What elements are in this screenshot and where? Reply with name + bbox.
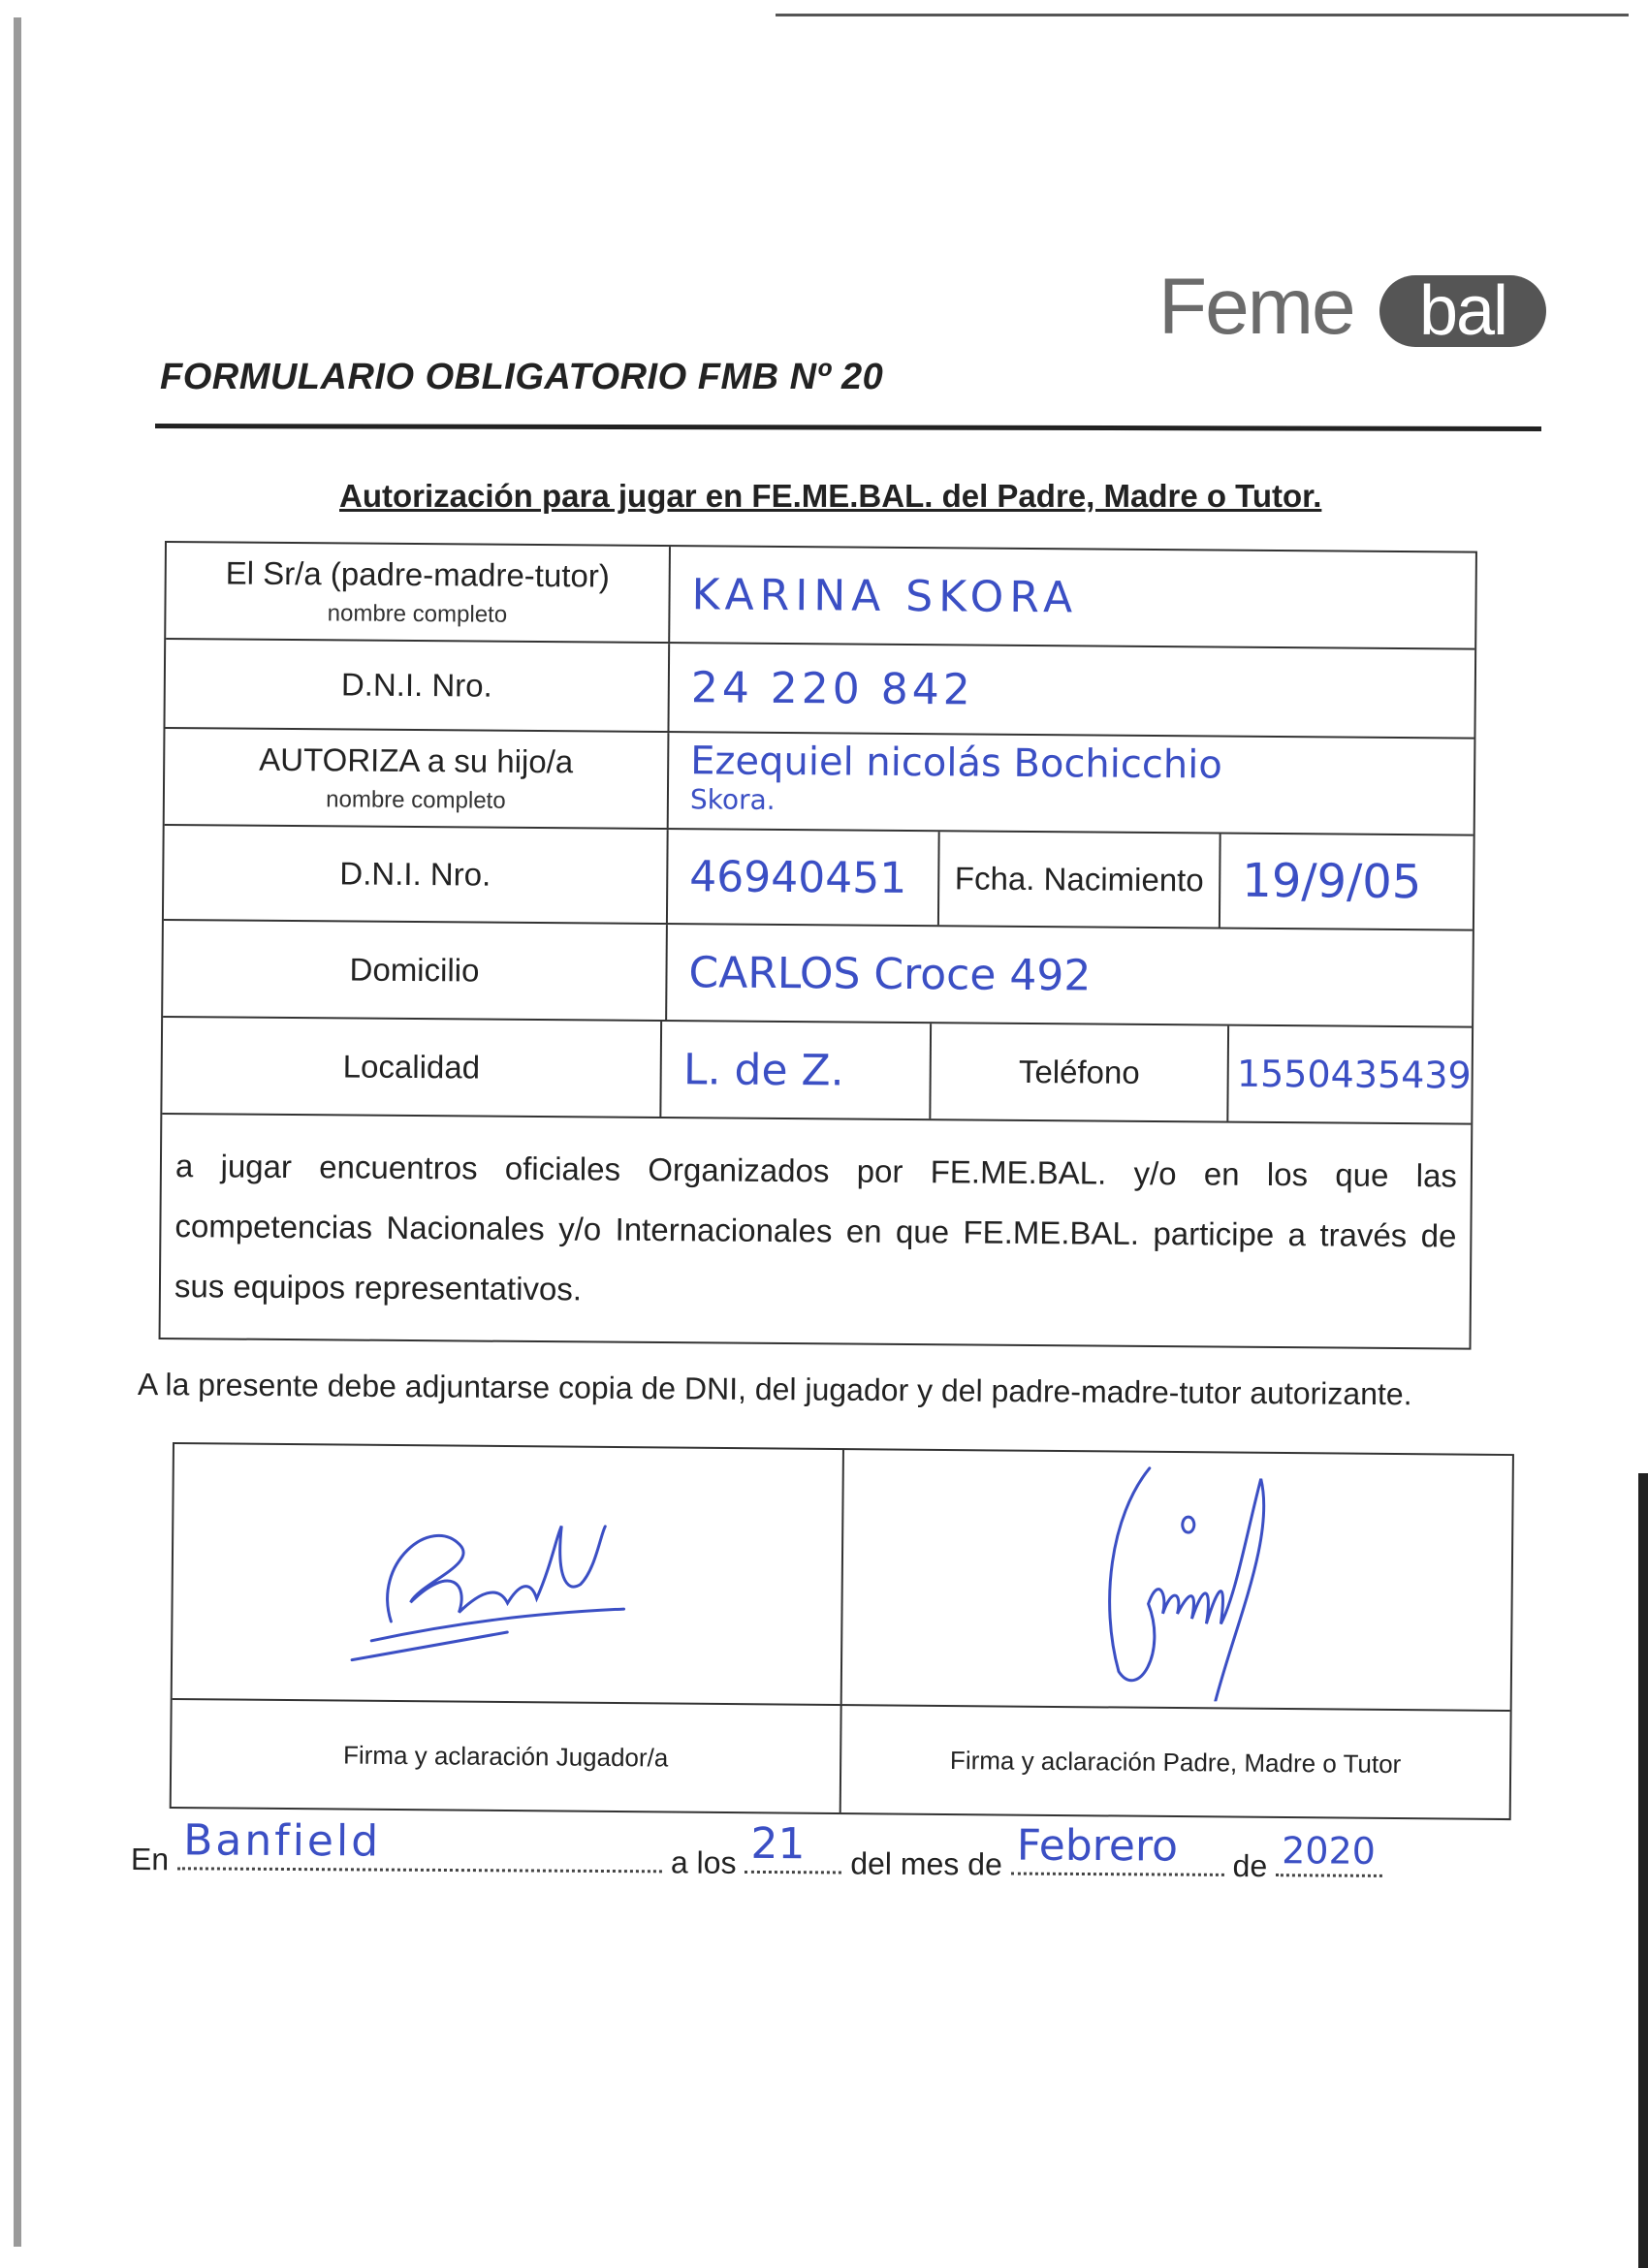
guardian-dni-handwritten: 24 220 842 <box>690 662 974 715</box>
child-label-cell <box>165 729 670 828</box>
guardian-signature-mark <box>1001 1457 1352 1702</box>
footer-en-label: En <box>130 1842 170 1877</box>
form-title: FORMULARIO OBLIGATORIO FMB Nº 20 <box>160 357 884 397</box>
place-field[interactable] <box>177 1815 662 1873</box>
child-dni-row <box>164 826 1474 931</box>
child-dni-label-cell <box>164 826 669 923</box>
logo-pill <box>1379 272 1546 350</box>
guardian-label-cell <box>166 543 671 642</box>
scan-edge-right <box>1638 1473 1648 2268</box>
guardian-signature-label-cell <box>841 1706 1510 1818</box>
child-dni-label: D.N.I. Nro. <box>339 855 491 893</box>
attach-note: A la presente debe adjuntarse copia de DNI, del jugador y del padre-madre-tutor autorizante. <box>137 1367 1412 1412</box>
month-field[interactable] <box>1011 1820 1224 1876</box>
footer-a-los-label: a los <box>670 1844 737 1880</box>
month-handwritten: Febrero <box>1016 1820 1179 1872</box>
place-handwritten: Banfield <box>182 1815 382 1867</box>
day-handwritten: 21 <box>750 1818 806 1870</box>
signature-area-row <box>173 1444 1512 1712</box>
child-row <box>165 729 1474 836</box>
locality-value-cell[interactable] <box>662 1022 932 1118</box>
footer-del-mes-label: del mes de <box>850 1845 1002 1882</box>
address-handwritten: CARLOS Croce 492 <box>688 947 1092 1001</box>
authorization-text-row <box>161 1115 1472 1348</box>
day-field[interactable] <box>745 1818 841 1874</box>
authorization-text: a jugar encuentros oficiales Organizados por FE.ME.BAL. y/o en los que las competencias Nacionales y/o Internacionales en que FE.ME.BAL. participe a través de sus equipos representativos. <box>174 1148 1458 1307</box>
guardian-signature-area[interactable] <box>842 1450 1512 1710</box>
phone-label-cell <box>931 1024 1229 1120</box>
authorization-table <box>159 541 1477 1350</box>
guardian-dni-label: D.N.I. Nro. <box>340 666 492 704</box>
form-heading: Autorización para jugar en FE.ME.BAL. del Padre, Madre o Tutor. <box>339 478 1322 514</box>
year-handwritten: 2020 <box>1282 1829 1377 1873</box>
child-dni-value-cell[interactable] <box>668 830 940 925</box>
address-label: Domicilio <box>349 951 480 989</box>
guardian-name-handwritten: KARINA SKORA <box>691 569 1079 622</box>
birth-value-cell[interactable] <box>1220 835 1474 929</box>
logo-pill-text: bal <box>1418 272 1507 350</box>
signature-table <box>170 1442 1514 1820</box>
guardian-row <box>166 543 1475 650</box>
guardian-value-cell[interactable] <box>670 547 1475 648</box>
address-value-cell[interactable] <box>667 925 1473 1026</box>
guardian-sublabel: nombre completo <box>327 600 508 628</box>
child-sublabel: nombre completo <box>326 786 506 814</box>
player-signature-area[interactable] <box>173 1444 844 1704</box>
year-field[interactable] <box>1276 1829 1382 1877</box>
locality-label-cell <box>162 1018 662 1117</box>
phone-handwritten: 1550435439 <box>1236 1052 1472 1097</box>
phone-value-cell[interactable] <box>1229 1026 1473 1123</box>
child-name-handwritten: Ezequiel nicolás Bochicchio <box>690 739 1222 788</box>
footer-date-line <box>130 1815 1488 1886</box>
player-signature-label-cell <box>172 1700 842 1812</box>
child-dni-handwritten: 46940451 <box>689 851 907 903</box>
birth-date-handwritten: 19/9/05 <box>1242 853 1422 910</box>
guardian-dni-label-cell <box>165 640 670 731</box>
scan-edge-top <box>776 14 1629 16</box>
child-value-cell[interactable] <box>669 733 1474 835</box>
phone-label: Teléfono <box>1018 1053 1140 1090</box>
locality-row <box>162 1018 1472 1125</box>
birth-label: Fcha. Nacimiento <box>954 860 1204 898</box>
address-row <box>163 921 1473 1028</box>
locality-handwritten: L. de Z. <box>682 1044 844 1096</box>
scan-edge-left <box>14 17 21 2247</box>
player-signature-mark <box>312 1475 702 1672</box>
guardian-label: El Sr/a (padre-madre-tutor) <box>225 554 610 594</box>
signature-label-row <box>172 1700 1510 1818</box>
guardian-dni-row <box>165 640 1474 740</box>
guardian-signature-label: Firma y aclaración Padre, Madre o Tutor <box>949 1745 1402 1779</box>
birth-label-cell <box>939 832 1221 927</box>
footer-de-label: de <box>1232 1847 1268 1884</box>
locality-label: Localidad <box>342 1048 481 1086</box>
authorizes-label: AUTORIZA a su hijo/a <box>259 740 574 780</box>
logo-text: Feme <box>1158 263 1354 351</box>
femebal-logo <box>1158 264 1546 351</box>
title-rule <box>155 424 1541 431</box>
player-signature-label: Firma y aclaración Jugador/a <box>342 1740 669 1772</box>
child-name-handwritten-line2: Skora. <box>689 783 776 816</box>
guardian-dni-value-cell[interactable] <box>669 644 1474 738</box>
address-label-cell <box>163 921 668 1020</box>
